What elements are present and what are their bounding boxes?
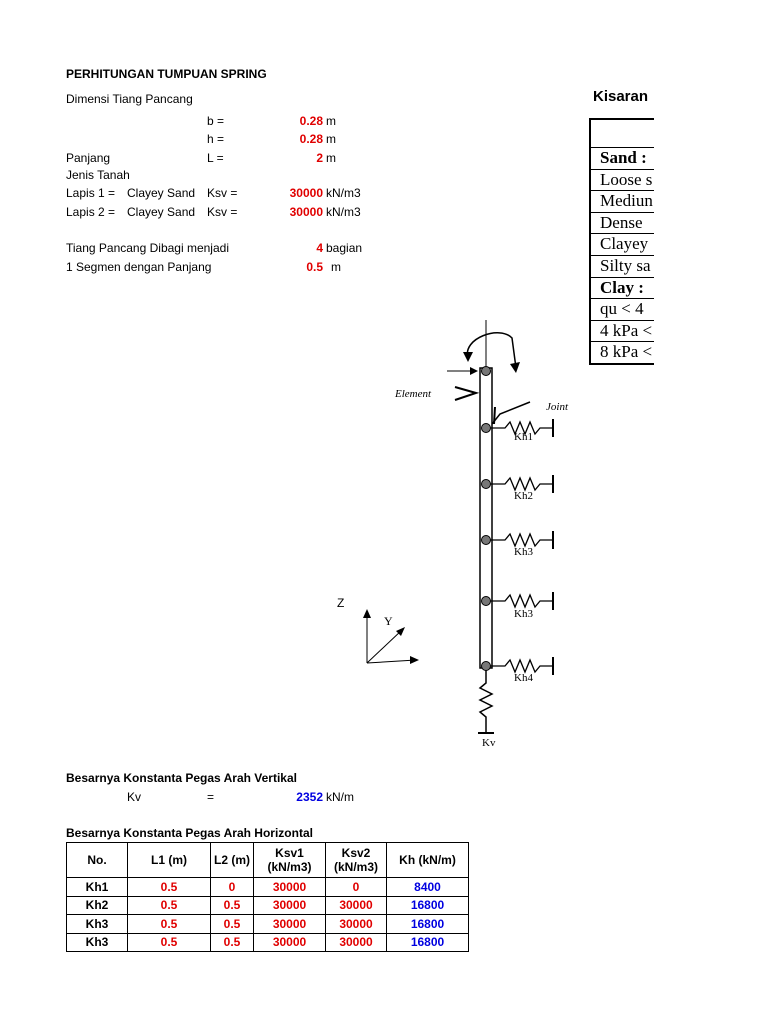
kv-value: 2352 [296, 790, 323, 804]
table-cell: 0.5 [211, 896, 254, 915]
kh-label: Kh3 [514, 608, 533, 620]
kisaran-row: Clayey [591, 234, 654, 256]
table-row [67, 896, 469, 915]
kv-label: Kv [482, 737, 496, 749]
kh-label: Kh2 [514, 490, 533, 502]
lapis1-ksv-label: Ksv = [207, 186, 238, 200]
kv-label-text: Kv [127, 790, 142, 804]
table-row [67, 933, 469, 952]
kisaran-title: Kisaran [593, 88, 649, 105]
joint-node [482, 662, 491, 671]
pile-element [480, 368, 492, 668]
joint-label: Joint [546, 401, 568, 413]
axis-y-label: Y [384, 614, 393, 628]
lapis2-unit: kN/m3 [326, 205, 361, 219]
jenis-tanah-label: Jenis Tanah [66, 168, 130, 182]
kisaran-row: Dense [591, 213, 654, 235]
moment-icon [467, 333, 516, 368]
h-unit: m [326, 132, 336, 146]
segmen-panjang-value: 0.5 [306, 260, 323, 274]
lapis1-label: Lapis 1 = [66, 186, 116, 200]
b-unit: m [326, 114, 336, 128]
col-header: Kh (kN/m) [387, 843, 469, 878]
kisaran-row: Mediun [591, 191, 654, 213]
kh-spring [490, 660, 553, 672]
vertikal-title: Besarnya Konstanta Pegas Arah Vertikal [66, 771, 297, 785]
kisaran-row: qu < 4 [591, 299, 654, 321]
b-value: 0.28 [299, 114, 323, 128]
joint-node [482, 480, 491, 489]
joint-node [482, 536, 491, 545]
kh-spring [490, 595, 553, 607]
lapis2-jenis: Clayey Sand [127, 205, 196, 219]
kv-eq: = [207, 790, 215, 804]
panjang-label: Panjang [66, 151, 111, 165]
kv-unit: kN/m [326, 790, 354, 804]
kisaran-row: Silty sa [591, 256, 654, 278]
kh-label: Kh4 [514, 672, 533, 684]
b-label: b = [207, 114, 225, 128]
table-cell: Kh3 [67, 915, 128, 934]
x-axis [367, 660, 416, 663]
lapis2-ksv-label: Ksv = [207, 205, 238, 219]
table-cell: 0.5 [128, 915, 211, 934]
l-value: 2 [316, 151, 323, 165]
segmen-panjang-unit: m [331, 260, 341, 274]
table-cell: 30000 [254, 896, 326, 915]
moment-arrowhead-icon [510, 362, 520, 373]
dibagi-value: 4 [316, 241, 323, 255]
joint-node [482, 424, 491, 433]
table-cell: 0.5 [211, 915, 254, 934]
joint-pointer [492, 402, 530, 424]
table-cell: Kh3 [67, 933, 128, 952]
h-label: h = [207, 132, 225, 146]
kisaran-row: 4 kPa < [591, 321, 654, 343]
col-header: Ksv1 (kN/m3) [254, 843, 326, 878]
table-row [67, 915, 469, 934]
dimensi-label: Dimensi Tiang Pancang [66, 92, 193, 106]
table-cell: 0 [326, 878, 387, 897]
kh-table [66, 842, 469, 952]
kh-label: Kh1 [514, 431, 533, 443]
l-label: L = [207, 151, 224, 165]
table-cell: Kh2 [67, 896, 128, 915]
table-cell: 30000 [326, 933, 387, 952]
table-cell: 16800 [387, 915, 469, 934]
table-cell: 30000 [254, 878, 326, 897]
horizontal-title: Besarnya Konstanta Pegas Arah Horizontal [66, 826, 313, 840]
lapis1-unit: kN/m3 [326, 186, 361, 200]
element-label: Element [395, 388, 432, 400]
kh-label: Kh3 [514, 546, 533, 558]
table-cell: 0.5 [128, 878, 211, 897]
table-cell: 0.5 [128, 896, 211, 915]
table-cell: 30000 [326, 915, 387, 934]
lapis1-ksv-value: 30000 [289, 186, 323, 200]
table-cell: 16800 [387, 933, 469, 952]
table-cell: 0.5 [128, 933, 211, 952]
col-header: L1 (m) [128, 843, 211, 878]
table-cell: 30000 [254, 915, 326, 934]
segmen-panjang-label: 1 Segmen dengan Panjang [66, 260, 212, 274]
y-axis [367, 630, 402, 663]
col-header: Ksv2 (kN/m3) [326, 843, 387, 878]
table-cell: 30000 [326, 896, 387, 915]
dibagi-unit: bagian [326, 241, 363, 255]
kisaran-row: Clay : [591, 278, 654, 300]
table-cell: Kh1 [67, 878, 128, 897]
element-chevron-icon [455, 387, 476, 400]
lapis2-label: Lapis 2 = [66, 205, 116, 219]
dibagi-label: Tiang Pancang Dibagi menjadi [66, 241, 229, 255]
page-title: PERHITUNGAN TUMPUAN SPRING [66, 67, 267, 81]
h-value: 0.28 [299, 132, 323, 146]
axis-z-label: Z [337, 596, 345, 610]
table-cell: 16800 [387, 896, 469, 915]
lapis2-ksv-value: 30000 [289, 205, 323, 219]
table-cell: 0 [211, 878, 254, 897]
kisaran-row: Loose s [591, 170, 654, 192]
joint-node [482, 597, 491, 606]
table-cell: 30000 [254, 933, 326, 952]
kisaran-row: Sand : [591, 148, 654, 170]
table-cell: 8400 [387, 878, 469, 897]
table-cell: 0.5 [211, 933, 254, 952]
kisaran-row: 8 kPa < [591, 342, 654, 365]
col-header: L2 (m) [211, 843, 254, 878]
joint-node [482, 367, 491, 376]
l-unit: m [326, 151, 336, 165]
table-row [67, 878, 469, 897]
kh-spring [490, 534, 553, 546]
col-header: No. [67, 843, 128, 878]
lapis1-jenis: Clayey Sand [127, 186, 196, 200]
kh-spring [490, 478, 553, 490]
kv-spring [480, 670, 492, 733]
